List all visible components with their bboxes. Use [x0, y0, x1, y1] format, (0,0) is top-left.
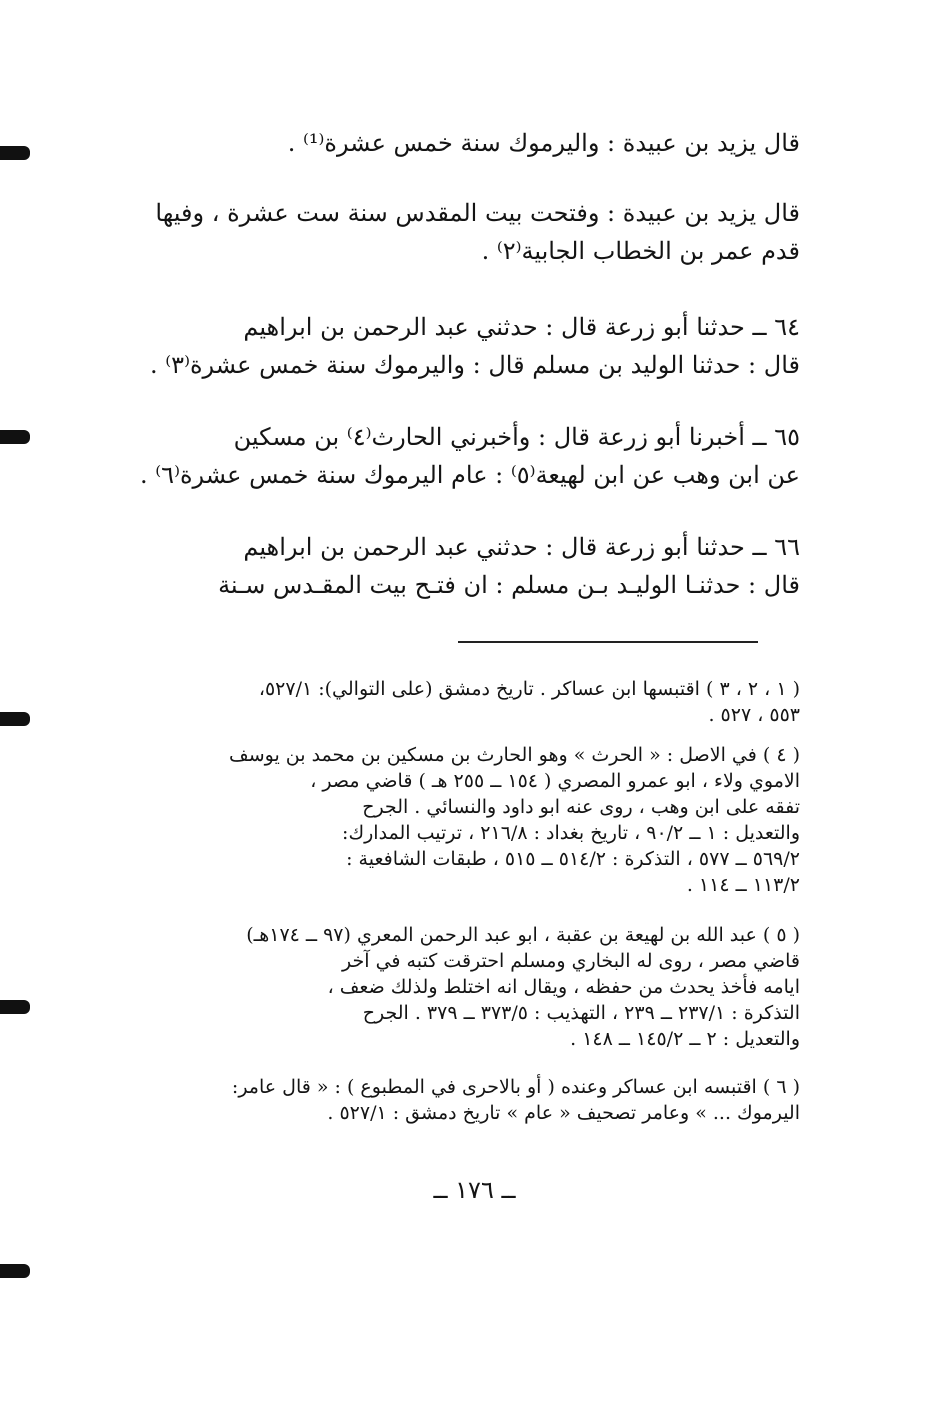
paragraph-66 [140, 528, 800, 604]
footnote-line: ( ٤ ) في الاصل : « الحرث » وهو الحارث بن مسكين بن محمد بن يوسف [229, 744, 800, 766]
scan-edge-mark [0, 430, 30, 444]
paragraph-jerusalem [140, 194, 800, 270]
footnote-1-2-3 [140, 676, 800, 728]
scan-edge-mark [0, 1264, 30, 1278]
footnote-line: ١١٣/٢ ــ ١١٤ . [686, 874, 800, 896]
footnote-line: ( ١ ، ٢ ، ٣ ) اقتبسها ابن عساكر . تاريخ دمشق (على التوالي): ٥٢٧/١، [258, 678, 800, 700]
footnote-line: ( ٥ ) عبد الله بن لهيعة بن عقبة ، ابو عبد الرحمن المعري (٩٧ ــ ١٧٤هـ) [246, 924, 800, 946]
footnote-line: تفقه على ابن وهب ، روى عنه ابو داود والنسائي . الجرح [362, 796, 800, 818]
scan-edge-mark [0, 146, 30, 160]
text-line: عن ابن وهب عن ابن لهيعة⁽٥⁾ : عام اليرموك سنة خمس عشرة⁽٦⁾ . [140, 461, 800, 489]
page-number: ــ ١٧٦ ــ [433, 1176, 516, 1204]
text-line: قال : حدثنا الوليد بن مسلم قال : واليرموك سنة خمس عشرة⁽٣⁾ . [150, 351, 800, 379]
footnote-6 [140, 1074, 800, 1126]
text-line: ٦٦ ــ حدثنا أبو زرعة قال : حدثني عبد الرحمن بن ابراهيم [243, 533, 800, 561]
scan-edge-mark [0, 712, 30, 726]
text-line: ٦٥ ــ أخبرنا أبو زرعة قال : وأخبرني الحارث⁽٤⁾ بن مسكين [233, 423, 800, 451]
text-line: قدم عمر بن الخطاب الجابية⁽٢⁾ . [481, 237, 800, 265]
footnote-line: التذكرة : ٢٣٧/١ ــ ٢٣٩ ، التهذيب : ٣٧٣/٥ ــ ٣٧٩ . الجرح [362, 1002, 800, 1024]
paragraph-yarmouk [140, 124, 800, 162]
paragraph-64 [140, 308, 800, 384]
footnote-4 [140, 742, 800, 898]
footnote-line: ايامه فأخذ يحدث من حفظه ، ويقال انه اختلط ولذلك ضعف ، [327, 976, 800, 998]
footnote-line: الاموي ولاء ، ابو عمرو المصري ( ١٥٤ ــ ٢٥٥ هـ ) قاضي مصر ، [310, 770, 800, 792]
footnote-5 [140, 922, 800, 1052]
footnote-line: ٥٦٩/٢ ــ ٥٧٧ ، التذكرة : ٥١٤/٢ ــ ٥١٥ ، طبقات الشافعية : [346, 848, 800, 870]
footnote-separator [458, 641, 758, 643]
footnote-line: قاضي مصر ، روى له البخاري ومسلم احترقت كتبه في آخر [342, 950, 800, 972]
paragraph-65 [140, 418, 800, 494]
footnote-line: ( ٦ ) اقتبسه ابن عساكر وعنده ( أو بالاحرى في المطبوع ) : « قال عامر: [231, 1076, 800, 1098]
text-line: قال يزيد بن عبيدة : واليرموك سنة خمس عشرة⁽¹⁾ . [287, 129, 800, 157]
scan-edge-mark [0, 1000, 30, 1014]
footnote-line: اليرموك ... » وعامر تصحيف « عام » تاريخ دمشق : ٥٢٧/١ . [327, 1102, 800, 1124]
footnote-line: والتعديل : ١ ــ ٩٠/٢ ، تاريخ بغداد : ٢١٦/٨ ، ترتيب المدارك: [342, 822, 800, 844]
text-line: قال يزيد بن عبيدة : وفتحت بيت المقدس سنة ست عشرة ، وفيها [155, 199, 800, 227]
text-line: قال : حدثنـا الوليـد بـن مسلم : ان فتـح بيت المقـدس سـنة [218, 571, 800, 599]
footnote-line: ٥٥٣ ، ٥٢٧ . [708, 704, 800, 726]
text-line: ٦٤ ــ حدثنا أبو زرعة قال : حدثني عبد الرحمن بن ابراهيم [243, 313, 800, 341]
footnote-line: والتعديل : ٢ ــ ١٤٥/٢ ــ ١٤٨ . [570, 1028, 800, 1050]
